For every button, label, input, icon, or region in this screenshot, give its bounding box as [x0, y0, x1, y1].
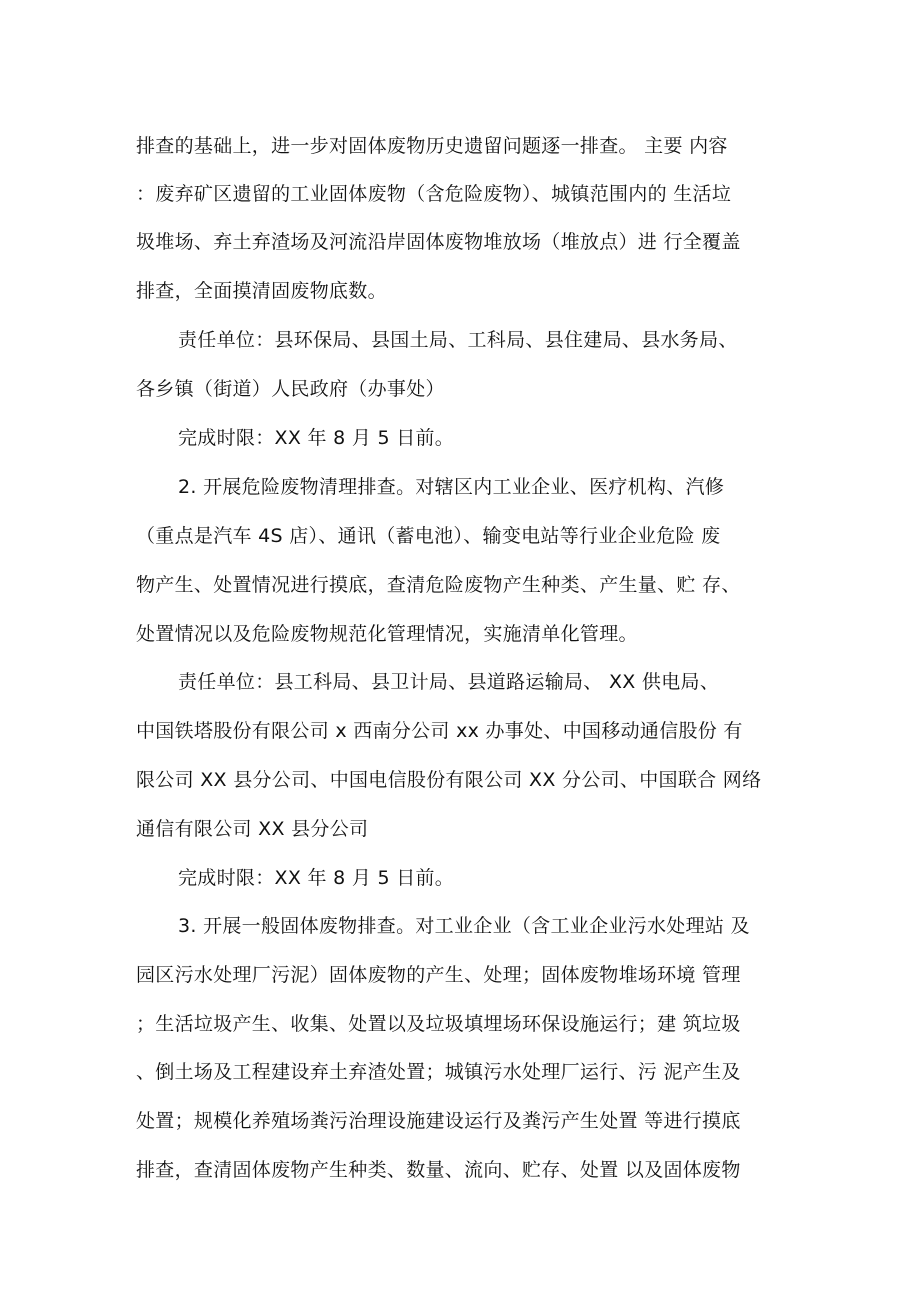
- text-line: 排查，全面摸清固废物底数。: [136, 280, 387, 302]
- text-line: ：废弃矿区遗留的工业固体废物（含危险废物）、城镇范围内的 生活垃: [136, 183, 732, 205]
- text-line: 园区污水处理厂污泥）固体废物的产生、处理；固体废物堆场环境 管理: [136, 964, 741, 986]
- text-line: （重点是汽车 4S 店）、通讯（蓄电池）、输变电站等行业企业危险 废: [136, 525, 721, 547]
- text-line: 责任单位：县环保局、县国土局、工科局、县住建局、县水务局、: [178, 329, 738, 351]
- text-line: 责任单位：县工科局、县卫计局、县道路运输局、 XX 供电局、: [178, 671, 720, 693]
- text-line: 通信有限公司 XX 县分公司: [136, 818, 369, 840]
- text-line: 物产生、处置情况进行摸底，查清危险废物产生种类、产生量、贮 存、: [136, 574, 741, 596]
- text-line: 2. 开展危险废物清理排查。对辖区内工业企业、医疗机构、汽修: [178, 476, 725, 498]
- text-line: 排查的基础上，进一步对固体废物历史遗留问题逐一排查。 主要 内容: [136, 135, 728, 157]
- text-line: 中国铁塔股份有限公司 x 西南分公司 xx 办事处、中国移动通信股份 有: [136, 720, 743, 742]
- text-line: 限公司 XX 县分公司、中国电信股份有限公司 XX 分公司、中国联合 网络: [136, 769, 762, 791]
- text-line: 完成时限：XX 年 8 月 5 日前。: [178, 427, 455, 449]
- text-line: 处置情况以及危险废物规范化管理情况，实施清单化管理。: [136, 623, 638, 645]
- text-line: 处置；规模化养殖场粪污治理设施建设运行及粪污产生处置 等进行摸底: [136, 1110, 741, 1132]
- text-line: 排查，查清固体废物产生种类、数量、流向、贮存、处置 以及固体废物: [136, 1159, 741, 1181]
- text-line: 3. 开展一般固体废物排查。对工业企业（含工业企业污水处理站 及: [178, 915, 750, 937]
- text-line: 、倒土场及工程建设弃土弃渣处置；城镇污水处理厂运行、污 泥产生及: [136, 1061, 741, 1083]
- text-line: ；生活垃圾产生、收集、处置以及垃圾填埋场环保设施运行；建 筑垃圾: [136, 1013, 741, 1035]
- text-line: 圾堆场、弃土弃渣场及河流沿岸固体废物堆放场（堆放点）进 行全覆盖: [136, 231, 741, 253]
- text-line: 各乡镇（街道）人民政府（办事处）: [136, 378, 445, 400]
- text-line: 完成时限：XX 年 8 月 5 日前。: [178, 867, 455, 889]
